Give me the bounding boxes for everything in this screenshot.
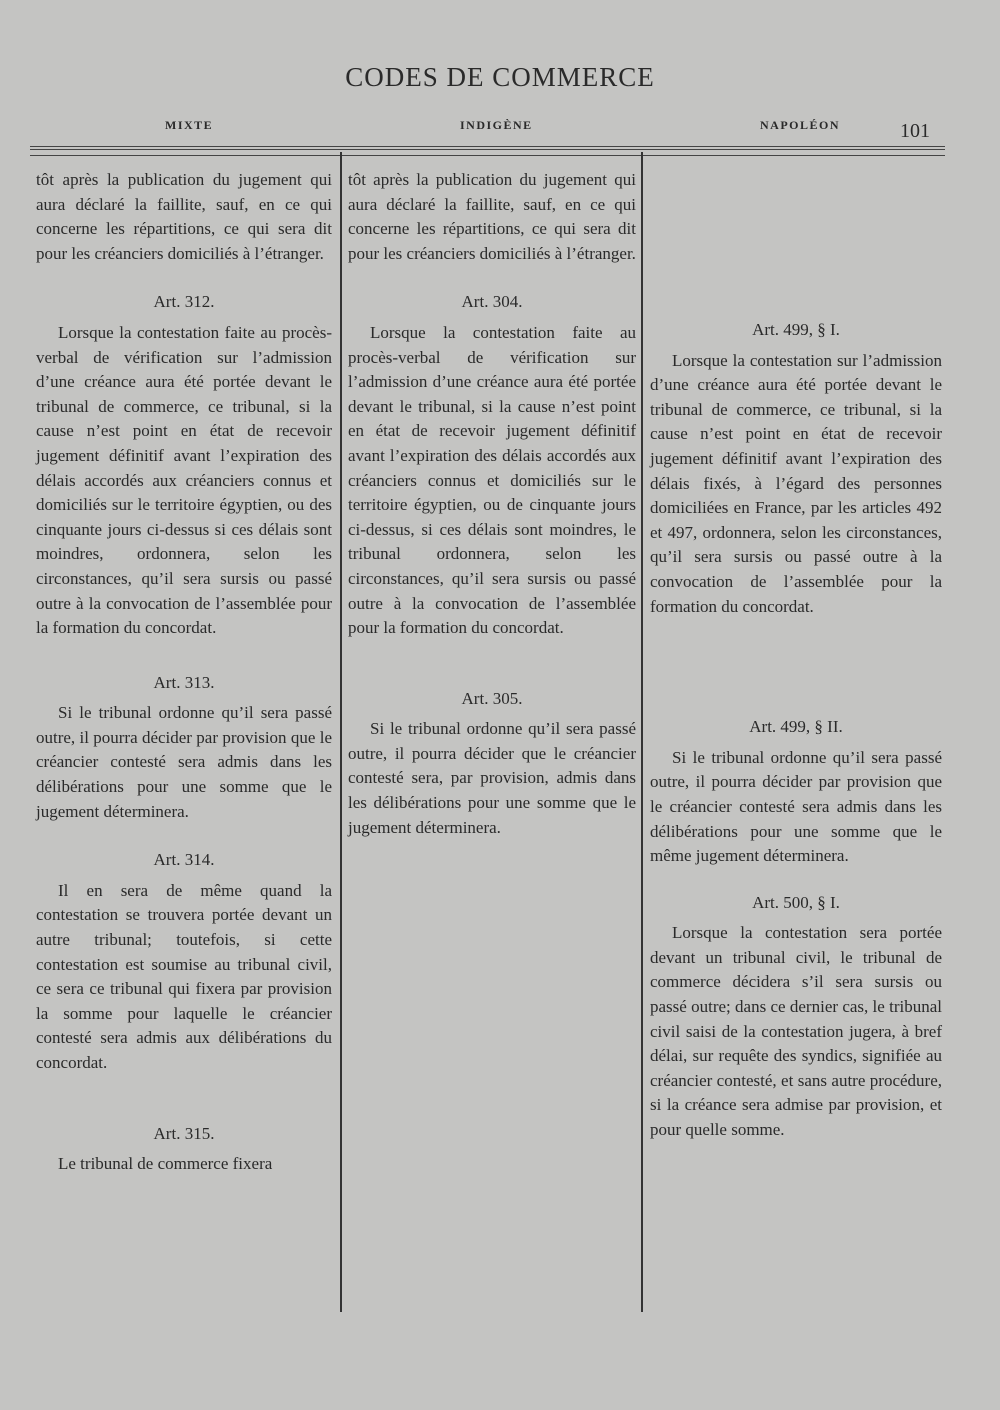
page-number: 101 xyxy=(900,120,930,142)
column-divider-2 xyxy=(641,152,643,1312)
header-rule-bottom xyxy=(30,155,945,156)
column-heading-napoleon: NAPOLÉON xyxy=(760,118,841,132)
art-305-text: Si le tribunal ordonne qu’il sera passé outre, il pourra décider que le créancier contesté sera, par provision, admis dans les délibérations pour une somme que le jugement déterminera. xyxy=(348,719,636,837)
art-312-text: Lorsque la contestation faite au procès-verbal de vérification sur l’admission d’une créance aura été portée devant le tribunal de commerce, ce tribunal, si la cause n’est point en état de recevoir jugement définitif avant l’expiration des délais accordés aux créanciers connus et domiciliés sur le territoire égyptien, ou des cinquante jours ci-dessus si ces délais sont moindres, ordonnera, selon les circonstances, qu’il sera sursis ou passé outre à la convocation de l’assemblée pour la formation du concordat. xyxy=(36,322,332,638)
header-rule-top xyxy=(30,146,945,147)
column-heading-mixte: MIXTE xyxy=(165,118,214,132)
art-313-text: Si le tribunal ordonne qu’il sera passé outre, il pourra décider par provision que le créancier contesté sera admis dans les délibérations pour une somme que le jugement déterminera. xyxy=(36,703,332,821)
art-304-text: Lorsque la contestation faite au procès-verbal de vérification sur l’admission d’une créance aura été portée devant le tribunal, si la cause n’est point en état de recevoir jugement définitif avant l’expiration des délais accordés aux créanciers connus et domiciliés sur le territoire égyptien, ou de cinquante jours ci-dessus, si ces délais sont moindres, le tribunal ordonnera, selon les circonstances, qu’il sera sursis ou passé outre à la convocation de l’assemblée pour la formation du concordat. xyxy=(348,322,636,638)
art-312-title: Art. 312. xyxy=(153,292,215,312)
column-mixte xyxy=(36,168,332,1177)
column-indigene xyxy=(348,168,636,840)
art-314-text: Il en sera de même quand la contestation se trouvera portée devant un autre tribunal; toutefois, si cette contestation est soumise au tribunal civil, ce sera ce tribunal qui fixera par provision la somme pour laquelle le créancier contesté sera admis aux délibérations du concordat. xyxy=(36,880,332,1072)
art-313-title: Art. 313. xyxy=(153,672,215,692)
art-500-1-text: Lorsque la contestation sera portée devant un tribunal civil, le tribunal de commerce décidera s’il sera sursis ou passé outre; dans ce dernier cas, le tribunal civil saisi de la contestation jugera, à bref délai, sur requête des syndics, signifiée au créancier contesté, et sans autre procédure, si la créance sera admise par provision, et pour quelle somme. xyxy=(650,923,942,1140)
art-499-1-title: Art. 499, § I. xyxy=(752,320,840,339)
art-499-2-title: Art. 499, § II. xyxy=(749,717,843,737)
art-304-title: Art. 304. xyxy=(461,292,523,312)
art-499-1-text: Lorsque la contestation sur l’admission d’une créance aura été portée devant le tribunal de commerce, ce tribunal, si la cause n’est point en état de recevoir jugement définitif avant l’expiration des délais fixés, à l’égard des personnes domiciliées en France, par les articles 492 et 497, ordonnera, selon les circonstances, qu’il sera sursis ou passé outre à la convocation de l’assemblée pour la formation du concordat. xyxy=(650,350,942,616)
column-napoleon xyxy=(650,318,942,1143)
column-divider-1 xyxy=(340,152,342,1312)
column-heading-indigene: INDIGÈNE xyxy=(460,118,533,132)
art-305-title: Art. 305. xyxy=(461,688,523,708)
art-314-title: Art. 314. xyxy=(153,850,215,870)
art-315-text: Le tribunal de commerce fixera xyxy=(58,1154,273,1174)
page-title: CODES DE COMMERCE xyxy=(345,62,655,92)
col1-intro: tôt après la publication du jugement qui aura déclaré la faillite, sauf, en ce qui concerne les répartitions, ce qui sera dit pour les créanciers domiciliés à l’étranger. xyxy=(36,170,332,263)
col2-intro: tôt après la publication du jugement qui aura déclaré la faillite, sauf, en ce qui concerne les répartitions, ce qui sera dit pour les créanciers domiciliés à l’étranger. xyxy=(348,170,636,263)
art-499-2-text: Si le tribunal ordonne qu’il sera passé outre, il pourra décider par provision que le créancier contesté sera admis dans les délibérations pour une somme que le même jugement déterminera. xyxy=(650,747,942,866)
art-500-1-title: Art. 500, § I. xyxy=(752,892,840,912)
art-315-title: Art. 315. xyxy=(153,1123,215,1143)
header-rule-middle xyxy=(30,149,945,150)
